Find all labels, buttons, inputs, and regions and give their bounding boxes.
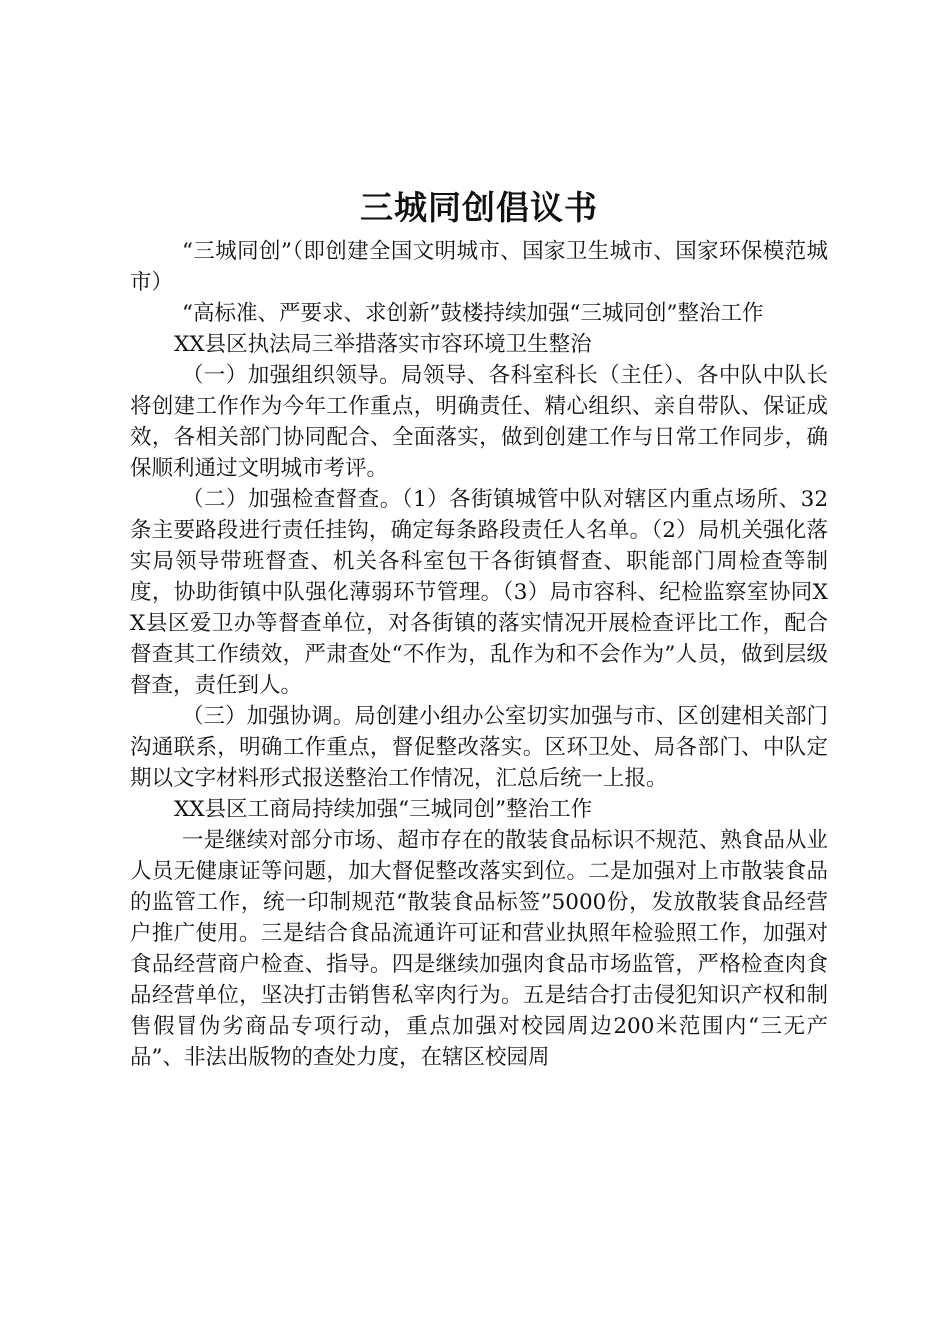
paragraph-commerce-measures: 一是继续对部分市场、超市存在的散装食品标识不规范、熟食品从业人员无健康证等问题，加大督促整改落实到位。二是加强对上市散装食品的监管工作，统一印制规范“散装食品标签”5000份，发放散装食品经营户推广使用。三是结合食品流通许可证和营业执照年检验照工作，加强对食品经营商户检查、指导。四是继续加强肉食品市场监管，严格检查肉食品经营单位，坚决打击销售私宰肉行为。五是结合打击侵犯知识产权和制售假冒伪劣商品专项行动，重点加强对校园周边200米范围内“三无产品”、非法出版物的查处力度，在辖区校园周 — [130, 828, 828, 1070]
paragraph-intro: “三城同创”（即创建全国文明城市、国家卫生城市、国家环保模范城市） — [130, 239, 828, 295]
paragraph-inspection: （二）加强检查督查。（1）各街镇城管中队对辖区内重点场所、32条主要路段进行责任挂钩，确定每条路段责任人名单。（2）局机关强化落实局领导带班督查、机关各科室包干各街镇督查、职能部门周检查等制度，协助街镇中队强化薄弱环节管理。（3）局市容科、纪检监察室协同XX县区爱卫办等督查单位，对各街镇的落实情况开展检查评比工作，配合督查其工作绩效，严肃查处“不作为，乱作为和不会作为”人员，做到层级督查，责任到人。 — [130, 487, 828, 698]
section-heading-commerce: XX县区工商局持续加强“三城同创”整治工作 — [174, 797, 593, 822]
paragraph-slogan: “高标准、严要求、求创新”鼓楼持续加强“三城同创”整治工作 — [182, 301, 764, 326]
document-page — [130, 186, 828, 1073]
section-heading-enforcement: XX县区执法局三举措落实市容环境卫生整治 — [174, 332, 592, 357]
document-title: 三城同创倡议书 — [360, 188, 598, 227]
paragraph-organization: （一）加强组织领导。局领导、各科室科长（主任）、各中队中队长将创建工作作为今年工作重点，明确责任、精心组织、亲自带队、保证成效，各相关部门协同配合、全面落实，做到创建工作与日常工作同步，确保顺利通过文明城市考评。 — [130, 363, 828, 481]
paragraph-coordination: （三）加强协调。局创建小组办公室切实加强与市、区创建相关部门沟通联系，明确工作重点，督促整改落实。区环卫处、局各部门、中队定期以文字材料形式报送整治工作情况，汇总后统一上报。 — [130, 704, 828, 791]
